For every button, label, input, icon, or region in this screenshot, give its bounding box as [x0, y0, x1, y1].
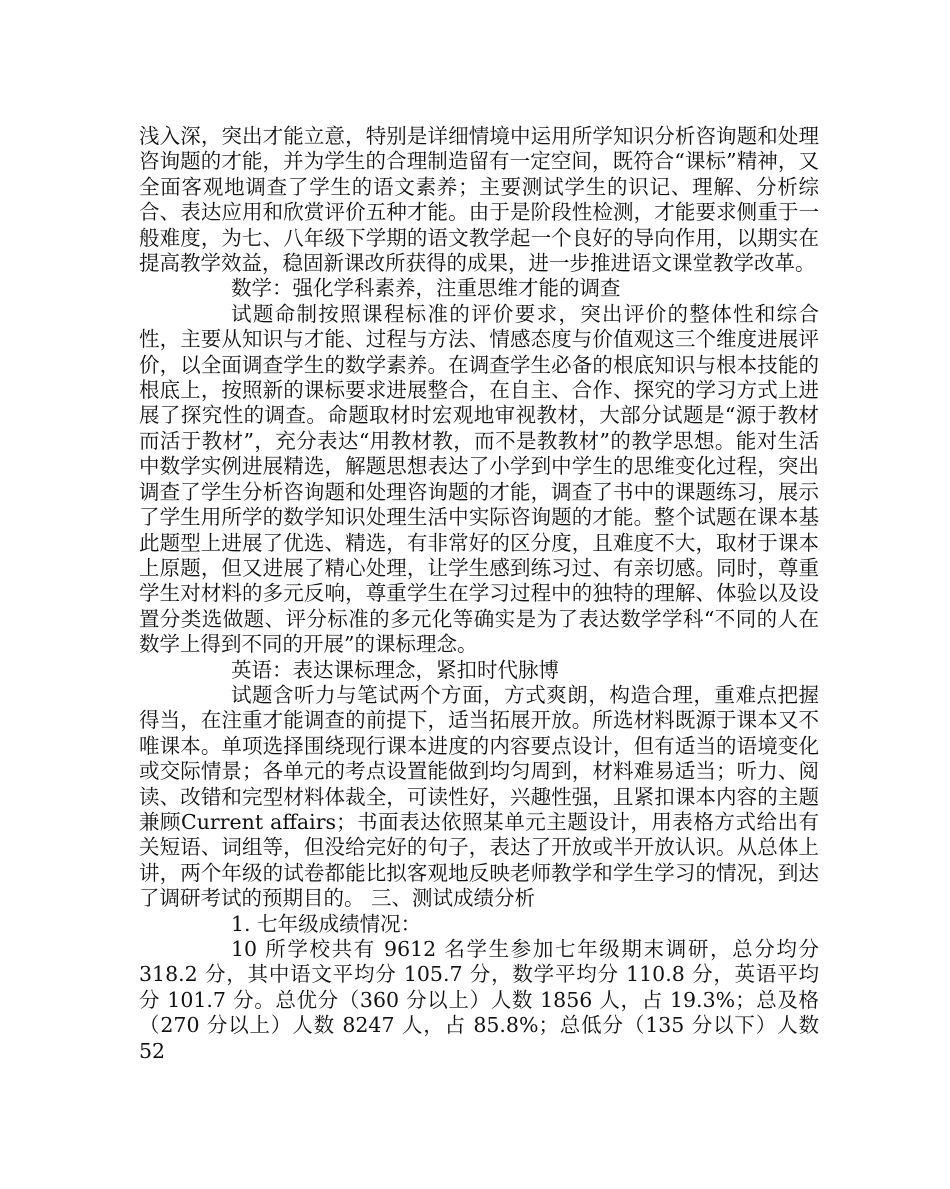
- document-page: [139, 124, 819, 1064]
- heading-math: 数学：强化学科素养，注重思维才能的调查: [231, 276, 621, 301]
- paragraph-grade7-results: 10 所学校共有 9612 名学生参加七年级期末调研，总分均分 318.2 分，其中语文平均分 105.7 分，数学平均分 110.8 分，英语平均分 101.7 分。总优分（360 分以上）人数 1856 人，占 19.3%；总及格（270 分以上）人数 8247 人，占 85.8%；总低分（135 分以下）人数 52: [139, 937, 819, 1063]
- heading-grade7-results: 1. 七年级成绩情况：: [231, 911, 422, 936]
- heading-english: 英语：表达课标理念，紧扣时代脉博: [231, 657, 559, 682]
- paragraph-math: 试题命制按照课程标准的评价要求，突出评价的整体性和综合性，主要从知识与才能、过程与方法、情感态度与价值观这三个维度进展评价，以全面调查学生的数学素养。在调查学生必备的根底知识与根本技能的根底上，按照新的课标要求进展整合，在自主、合作、探究的学习方式上进展了探究性的调查。命题取材时宏观地审视教材，大部分试题是“源于教材而活于教材”，充分表达“用教材教，而不是教教材”的教学思想。能对生活中数学实例进展精选，解题思想表达了小学到中学生的思维变化过程，突出调查了学生分析咨询题和处理咨询题的才能，调查了书中的课题练习，展示了学生用所学的数学知识处理生活中实际咨询题的才能。整个试题在课本基此题型上进展了优选、精选，有非常好的区分度，且难度不大，取材于课本上原题，但又进展了精心处理，让学生感到练习过、有亲切感。同时，尊重学生对材料的多元反响，尊重学生在学习过程中的独特的理解、体验以及设置分类选做题、评分标准的多元化等确实是为了表达数学学科“不同的人在数学上得到不同的开展”的课标理念。: [139, 301, 819, 657]
- paragraph-chinese-summary: 浅入深，突出才能立意，特别是详细情境中运用所学知识分析咨询题和处理咨询题的才能，并为学生的合理制造留有一定空间，既符合“课标”精神，又全面客观地调查了学生的语文素养；主要测试学生的识记、理解、分析综合、表达应用和欣赏评价五种才能。由于是阶段性检测，才能要求侧重于一般难度，为七、八年级下学期的语文教学起一个良好的导向作用，以期实在提高教学效益，稳固新课改所获得的成果，进一步推进语文课堂教学改革。: [139, 124, 819, 276]
- paragraph-english: 试题含听力与笔试两个方面，方式爽朗，构造合理，重难点把握得当，在注重才能调查的前提下，适当拓展开放。所选材料既源于课本又不唯课本。单项选择围绕现行课本进度的内容要点设计，但有适当的语境变化或交际情景；各单元的考点设置能做到均匀周到，材料难易适当；听力、阅读、改错和完型材料体裁全，可读性好，兴趣性强，且紧扣课本内容的主题兼顾Current affairs；书面表达依照某单元主题设计，用表格方式给出有关短语、词组等，但没给完好的句子，表达了开放或半开放认识。从总体上讲，两个年级的试卷都能比拟客观地反映老师教学和学生学习的情况，到达了调研考试的预期目的。 三、测试成绩分析: [139, 682, 819, 911]
